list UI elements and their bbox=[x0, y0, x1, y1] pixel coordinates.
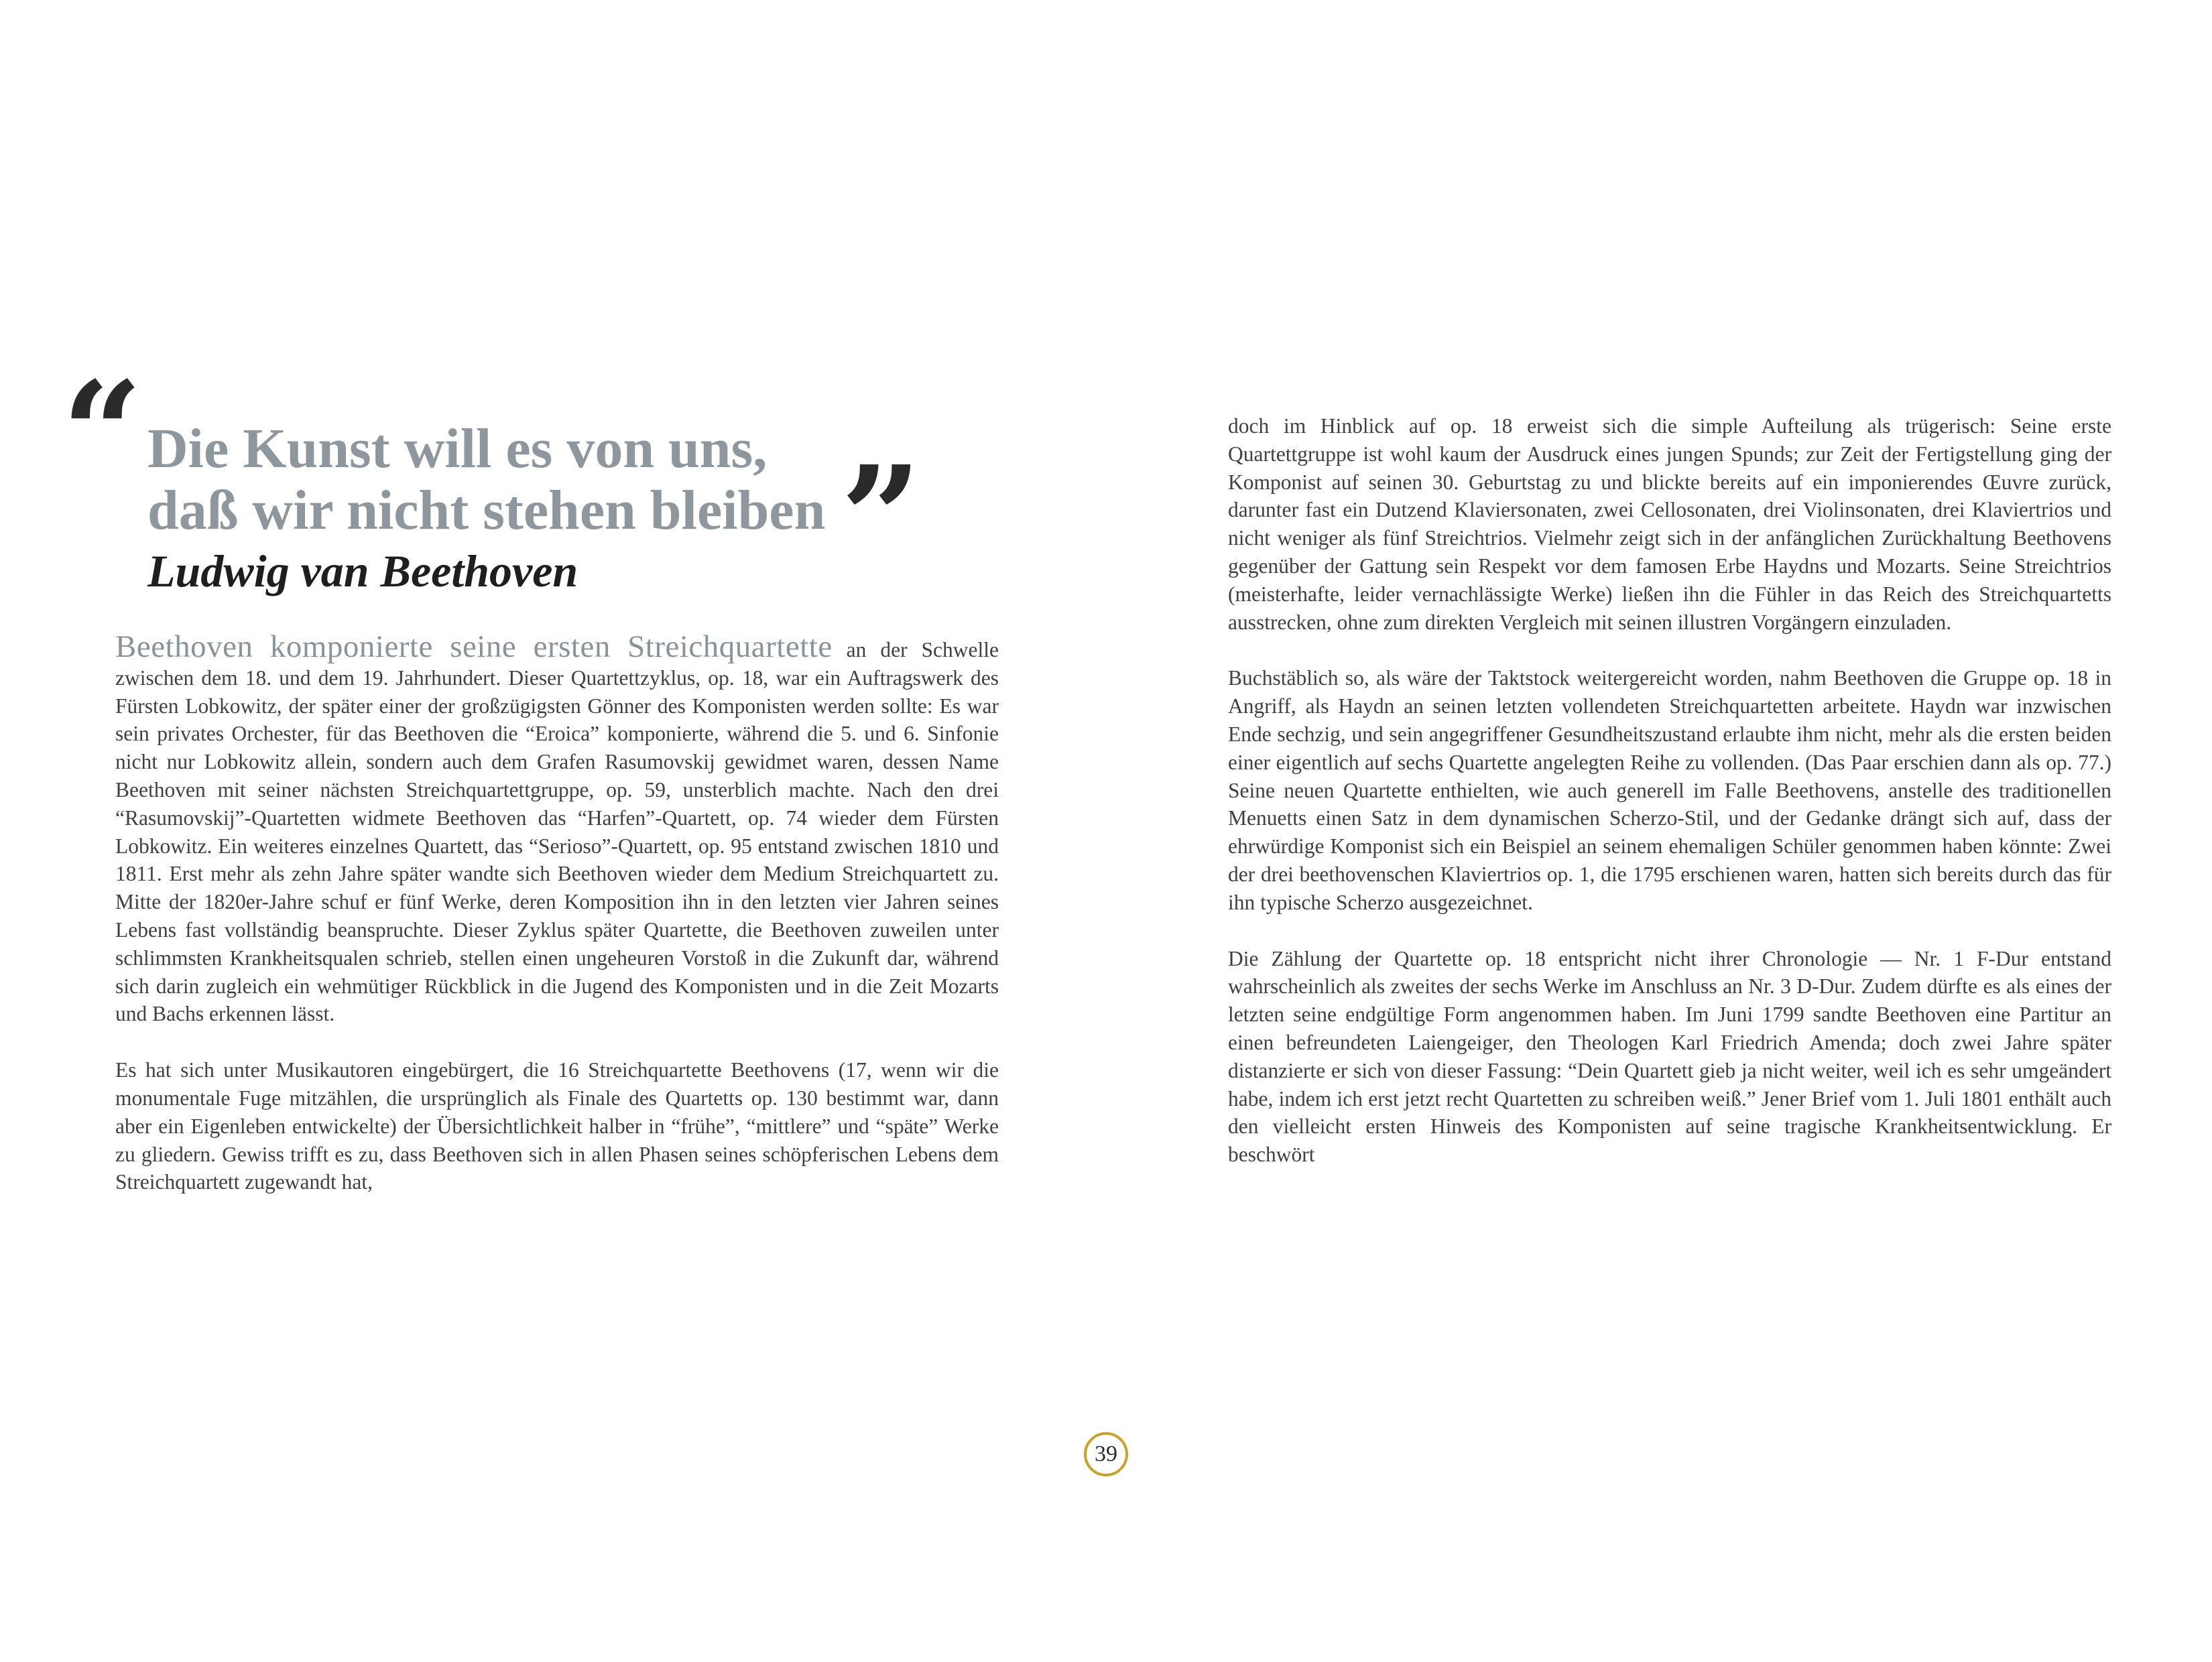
lead-in-heading: Beethoven komponierte seine ersten Streichquartette bbox=[115, 629, 833, 664]
quote-line-2: daß wir nicht stehen bleiben bbox=[147, 479, 826, 541]
left-text-column bbox=[115, 629, 999, 1196]
quote-author: Ludwig van Beethoven bbox=[147, 546, 578, 596]
paragraph: Die Zählung der Quartette op. 18 entspricht nicht ihrer Chronologie — Nr. 1 F-Dur entstand wahrscheinlich als zweites der sechs Werke im Anschluss an Nr. 3 D-Dur. Zudem dürfte es als eines der letzten seine endgültige Form angenommen haben. Im Juni 1799 sandte Beethoven eine Partitur an einen befreundeten Laiengeiger, den Theologen Karl Friedrich Amenda; doch zwei Jahre später distanzierte er sich von dieser Fassung: “Dein Quartett gieb ja nicht weiter, weil ich es sehr umgeändert habe, indem ich erst jetzt recht Quartetten zu schreiben weiß.” Jener Brief vom 1. Juli 1801 enthält auch den vielleicht ersten Hinweis des Komponisten auf seine tragische Krankheitsentwicklung. Er beschwört bbox=[1228, 946, 2111, 1167]
quote-line-1: Die Kunst will es von uns, bbox=[147, 418, 767, 480]
paragraph bbox=[115, 629, 999, 1028]
paragraph: Buchstäblich so, als wäre der Taktstock weitergereicht worden, nahm Beethoven die Gruppe op. 18 in Angriff, als Haydn an seinen letzten vollendeten Streichquartetten arbeitete. Haydn war inzwischen Ende sechzig, und sein angegriffener Gesundheitszustand erlaubte ihm nicht, mehr als die ersten beiden einer eigentlich auf sechs Quartette angelegten Reihe zu vollenden. (Das Paar erschien dann als op. 77.) Seine neuen Quartette enthielten, wie auch generell im Falle Beethovens, anstelle des traditionellen Menuetts einen Satz in dem dynamischen Scherzo-Stil, und der Gedanke drängt sich auf, dass der ehrwürdige Komponist sich ein Beispiel an seinem ehemaligen Schüler genommen haben könnte: Zwei der drei beethovenschen Klaviertrios op. 1, die 1795 erschienen waren, hatten sich bereits durch das für ihn typische Scherzo ausgezeichnet. bbox=[1228, 666, 2111, 914]
paragraph: doch im Hinblick auf op. 18 erweist sich die simple Aufteilung als trügerisch: Seine erste Quartettgruppe ist wohl kaum der Ausdruck eines jungen Spunds; zur Zeit der Fertigstellung ging der Komponist auf seinen 30. Geburtstag zu und blickte bereits auf ein imponierendes Œuvre zurück, darunter fast ein Dutzend Klaviersonaten, zwei Cellosonaten, drei Violinsonaten, drei Klaviertrios und nicht weniger als fünf Streichtrios. Vielmehr zeigt sich in der anfänglichen Zurückhaltung Beethovens gegenüber der Gattung sein Respekt vor dem famosen Erbe Haydns und Mozarts. Seine Streichtrios (meisterhafte, leider vernachlässigte Werke) ließen ihn die Fühler in das Reich des Streichquartetts ausstrecken, ohne zum direkten Vergleich mit seinen illustren Vorgängern einzuladen. bbox=[1228, 414, 2111, 634]
open-quote-mark: “ bbox=[62, 350, 143, 516]
page-number: 39 bbox=[1084, 1432, 1128, 1476]
close-quote-mark: ” bbox=[841, 435, 922, 600]
paragraph-text: an der Schwelle zwischen dem 18. und dem 19. Jahrhundert. Dieser Quartettzyklus, op. 18, war ein Auftragswerk des Fürsten Lobkowitz, der später einer der großzügigsten Gönner des Komponisten werden sollte: Es war sein privates Orchester, für das Beethoven die “Eroica” komponierte, während die 5. und 6. Sinfonie nicht nur Lobkowitz allein, sondern auch dem Grafen Rasumovskij gewidmet waren, dessen Name Beethoven mit seiner nächsten Streichquartettgruppe, op. 59, unsterblich machte. Nach den drei “Rasumovskij”-Quartetten widmete Beethoven das “Harfen”-Quartett, op. 74 wieder dem Fürsten Lobkowitz. Ein weiteres einzelnes Quartett, das “Serioso”-Quartett, op. 95 entstand zwischen 1810 und 1811. Erst mehr als zehn Jahre später wandte sich Beethoven wieder dem Medium Streichquartett zu. Mitte der 1820er-Jahre schuf er fünf Werke, deren Komposition ihn in den letzten vier Jahren seines Lebens fast vollständig beanspruchte. Dieser Zyklus später Quartette, die Beethoven zuweilen unter schlimmsten Krankheitsqualen schrieb, stellen einen ungeheuren Vorstoß in die Zukunft dar, während sich darin zugleich ein wehmütiger Rückblick in die Jugend des Komponisten und in die Zeit Mozarts und Bachs erkennen lässt. bbox=[115, 638, 999, 1026]
epigraph-quote bbox=[62, 350, 1000, 603]
paragraph: Es hat sich unter Musikautoren eingebürgert, die 16 Streichquartette Beethovens (17, wenn wir die monumentale Fuge mitzählen, die ursprünglich als Finale des Quartetts op. 130 bestimmt war, dann aber ein Eigenleben entwickelte) der Übersichtlichkeit halber in “frühe”, “mittlere” und “späte” Werke zu gliedern. Gewiss trifft es zu, dass Beethoven sich in allen Phasen seines schöpferischen Lebens dem Streichquartett zugewandt hat, bbox=[115, 1058, 999, 1194]
right-text-column bbox=[1228, 412, 2111, 1169]
